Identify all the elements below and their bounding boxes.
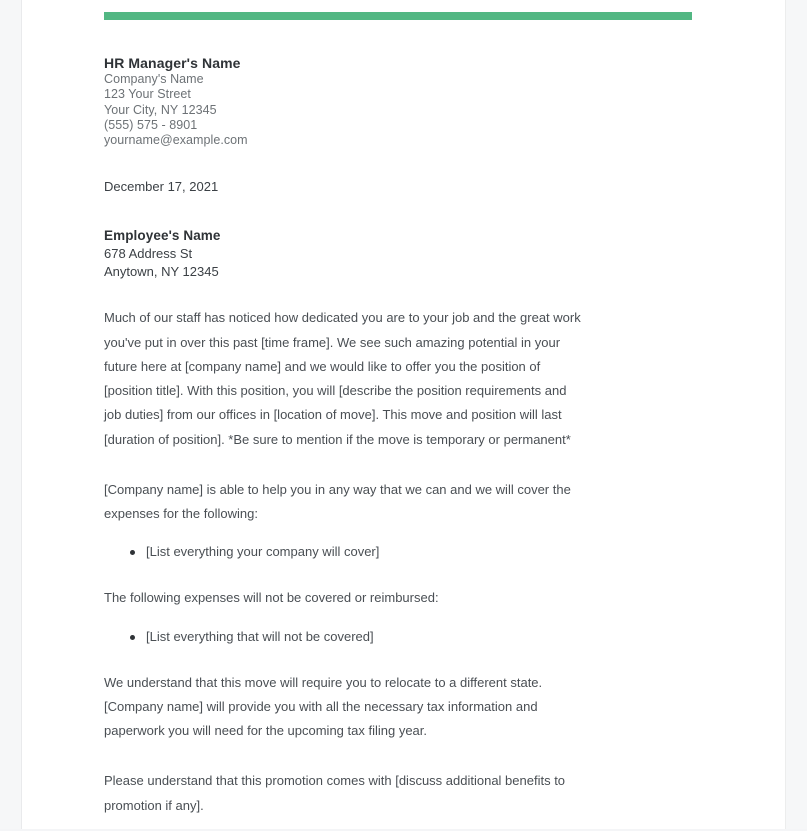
sender-email: yourname@example.com — [104, 133, 248, 148]
paragraph-covered-intro: [Company name] is able to help you in any way that we can and we will cover the expenses for the following: — [104, 481, 571, 521]
paragraph-tax-info: We understand that this move will require you to relocate to a different state. [Company name] will provide you with all the necessary tax information and paperwork you will need for the upcoming tax filing year. — [104, 674, 543, 739]
accent-bar — [104, 12, 692, 20]
letter-content — [104, 0, 704, 831]
sender-phone: (555) 575 - 8901 — [104, 117, 198, 132]
covered-expenses-list — [104, 540, 704, 564]
list-item: [List everything that will not be covered] — [104, 625, 704, 649]
sender-street: 123 Your Street — [104, 87, 191, 102]
sender-name: HR Manager's Name — [104, 55, 241, 71]
sender-address-block — [104, 54, 704, 148]
paragraph-intro: Much of our staff has noticed how dedicated you are to your job and the great work you've put in over this past [time frame]. We see such amazing potential in your future here at [company name] and we would like to offer you the position of [position title]. With this position, you will [describe the position requirements and job duties] from our offices in [location of move]. This move and position will last [duration of position]. *Be sure to mention if the move is temporary or permanent* — [104, 310, 581, 447]
page-gutter-left — [0, 0, 22, 829]
letter-date: December 17, 2021 — [104, 179, 219, 195]
recipient-address-block — [104, 226, 704, 280]
recipient-street: 678 Address St — [104, 246, 193, 262]
recipient-name: Employee's Name — [104, 228, 221, 244]
paragraph-not-covered-intro: The following expenses will not be covered or reimbursed: — [104, 590, 439, 606]
letter-page — [22, 0, 785, 829]
sender-company: Company's Name — [104, 72, 204, 86]
paragraph-benefits: Please understand that this promotion comes with [discuss additional benefits to promotion if any]. — [104, 773, 566, 813]
not-covered-expenses-list — [104, 625, 704, 649]
recipient-city-state-zip: Anytown, NY 12345 — [104, 263, 219, 279]
list-item: [List everything your company will cover] — [104, 540, 704, 564]
page-gutter-right — [785, 0, 807, 829]
sender-city-state-zip: Your City, NY 12345 — [104, 102, 217, 117]
